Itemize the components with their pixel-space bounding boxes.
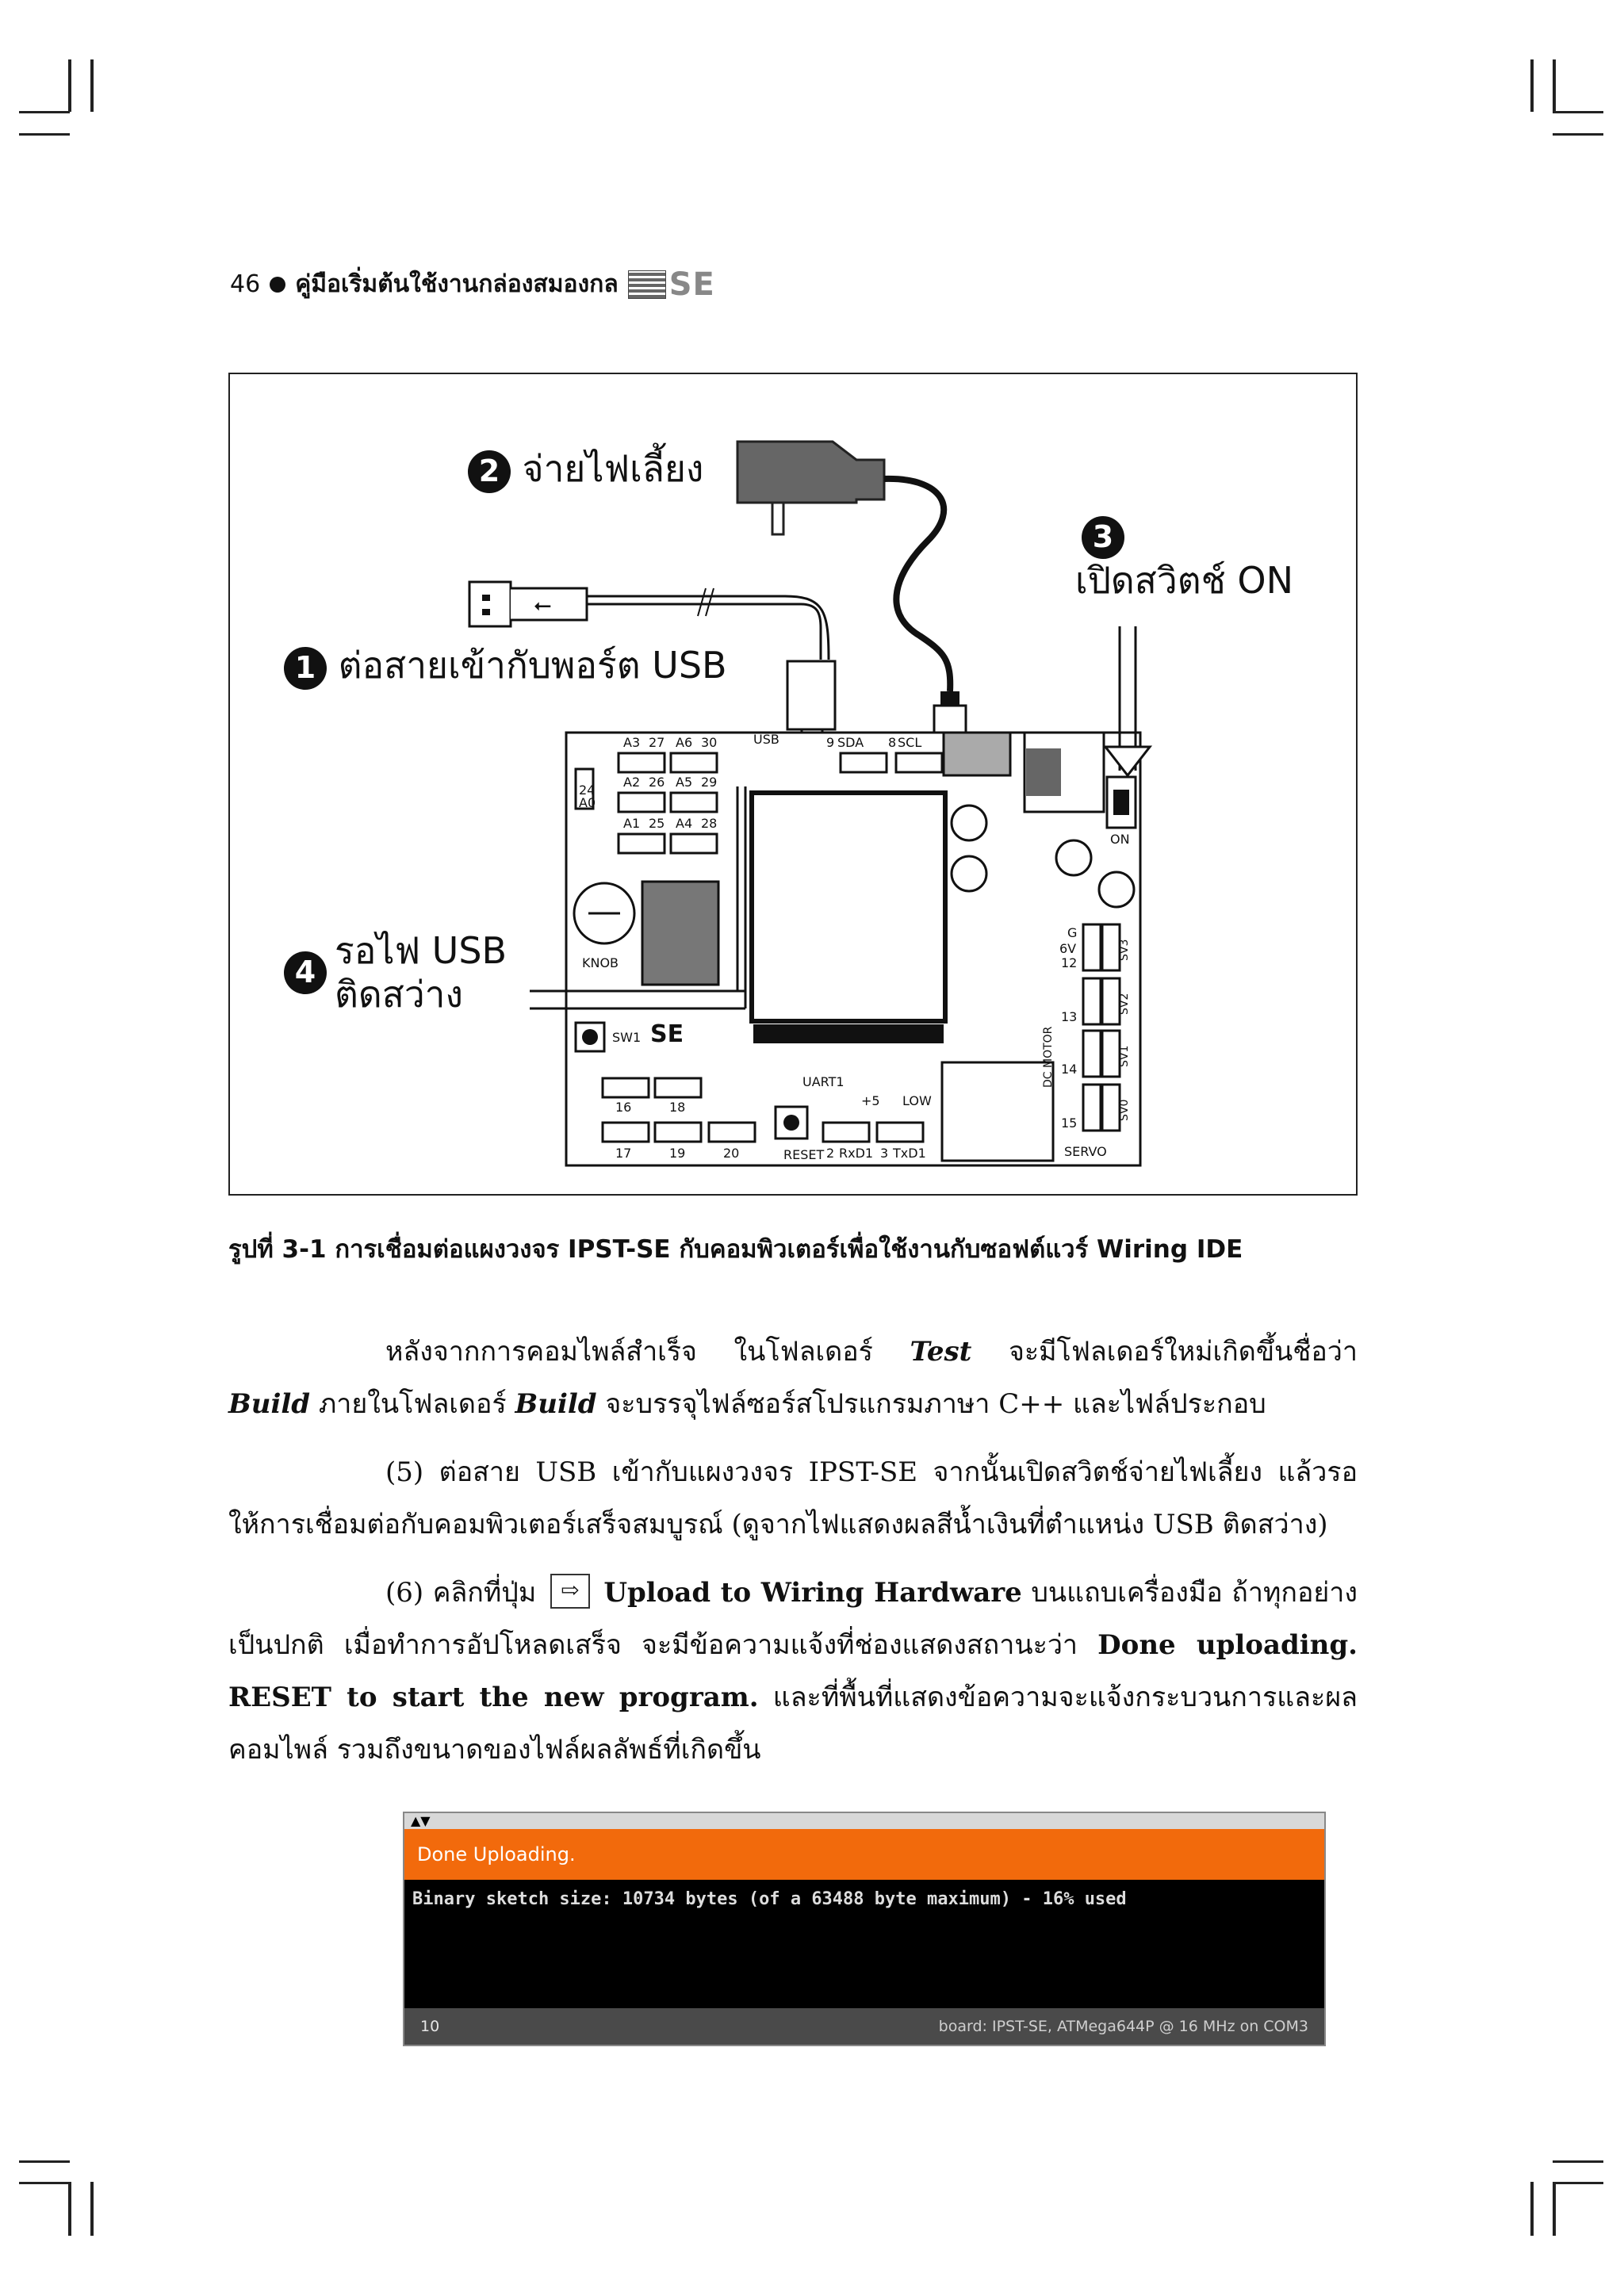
p3-upload-label: Upload to Wiring Hardware: [603, 1577, 1022, 1609]
callout-text-2: จ่ายไฟเลี้ยง: [522, 447, 704, 490]
crop-mark: [1553, 2182, 1556, 2236]
p3-done-msg: Done uploading. RESET to start the new program.: [228, 1629, 1358, 1713]
label-sw1: SW1: [612, 1030, 642, 1045]
board-info: board: IPST-SE, ATMega644P @ 16 MHz on COM3: [938, 2018, 1308, 2035]
power-adapter-icon: [737, 442, 884, 534]
p2-text: (5) ต่อสาย USB เข้ากับแผงวงจร IPST-SE จากนั้นเปิดสวิตช์จ่ายไฟเลี้ยง แล้วรอให้การเชื่อมต่อกับคอมพิวเตอร์เสร็จสมบูรณ์ (ดูจากไฟแสดงผลสีน้ำเงินที่ตำแหน่ง USB ติดสว่าง): [228, 1456, 1358, 1540]
crop-mark: [1553, 2182, 1603, 2184]
collapse-arrows-icon[interactable]: ▲▼: [411, 1813, 431, 1828]
crop-mark: [19, 2160, 70, 2163]
label-6v: 6V: [1059, 941, 1077, 956]
crop-mark: [1530, 59, 1534, 112]
label-pin-8: 8: [888, 735, 897, 750]
dc-motor-block: [942, 1062, 1053, 1161]
p3-text-b: บนแถบเครื่องมือ ถ้าทุกอย่างเป็นปกติ เมื่อทำการอัปโหลดเสร็จ จะมีข้อความแจ้งที่ช่องแสดงสถานะว่า: [228, 1577, 1358, 1661]
label-pin-13: 13: [1061, 1009, 1078, 1024]
callout-usb-light: [284, 929, 507, 1016]
callout-text-4b: ติดสว่าง: [335, 973, 463, 1016]
label-uart1: UART1: [802, 1074, 845, 1089]
label-a1: A1: [623, 816, 641, 831]
p1-text-d: จะบรรจุไฟล์ซอร์สโปรแกรมภาษา C++ และไฟล์ประกอบ: [596, 1388, 1266, 1420]
label-a5: A5: [676, 775, 693, 790]
svg-text:⭠: ⭠: [534, 591, 552, 618]
console-footer: [404, 2008, 1324, 2045]
figure-caption: รูปที่ 3-1 การเชื่อมต่อแผงวงจร IPST-SE กับคอมพิวเตอร์เพื่อใช้งานกับซอฟต์แวร์ Wiring IDE: [228, 1235, 1243, 1264]
ipst-logo: [628, 266, 715, 303]
p1-text-c: ภายในโฟลเดอร์: [310, 1388, 515, 1420]
label-pin-16: 16: [615, 1100, 632, 1115]
label-usb: USB: [753, 732, 779, 747]
label-pin-15: 15: [1061, 1115, 1078, 1131]
label-pin-25: 25: [649, 816, 665, 831]
console-status-bar: Done Uploading.: [404, 1829, 1324, 1880]
label-plus5: +5: [861, 1093, 880, 1108]
label-sv2: SV2: [1118, 993, 1131, 1015]
label-pin-30: 30: [701, 735, 718, 750]
label-sv3: SV3: [1118, 939, 1131, 961]
label-g: G: [1067, 925, 1078, 940]
label-pin-28: 28: [701, 816, 718, 831]
ide-console-screenshot: [403, 1812, 1326, 2046]
label-pin-14: 14: [1061, 1062, 1078, 1077]
crop-mark: [68, 2182, 71, 2236]
callout-switch-on: [1075, 513, 1293, 603]
crop-mark: [90, 59, 94, 112]
label-pin-27: 27: [649, 735, 665, 750]
label-reset: RESET: [783, 1147, 825, 1162]
console-divider[interactable]: [404, 1813, 1324, 1829]
callout-badge-4: 4: [284, 951, 327, 994]
crop-mark: [19, 133, 70, 136]
label-pin-20: 20: [723, 1146, 740, 1161]
label-on: ON: [1110, 832, 1130, 847]
p1-build2: Build: [515, 1388, 597, 1420]
crop-mark: [19, 2182, 70, 2184]
paragraph-step-6: [228, 1567, 1358, 1776]
label-knob: KNOB: [582, 955, 619, 970]
p1-text-a: หลังจากการคอมไพล์สำเร็จ ในโฟลเดอร์: [385, 1336, 910, 1368]
label-servo: SERVO: [1064, 1144, 1107, 1159]
label-rxd1: RxD1: [839, 1146, 874, 1161]
callout-badge-2: 2: [468, 450, 511, 493]
crop-mark: [1530, 2182, 1534, 2236]
logo-se-text: SE: [668, 266, 715, 303]
running-header: [230, 266, 715, 303]
console-output-text: Binary sketch size: 10734 bytes (of a 63488 byte maximum) - 16% used: [412, 1889, 1127, 1909]
label-pin-29: 29: [701, 775, 718, 790]
chip: [642, 882, 718, 985]
crop-mark: [19, 111, 70, 113]
label-a6: A6: [676, 735, 693, 750]
label-a4: A4: [676, 816, 693, 831]
label-scl: SCL: [898, 735, 922, 750]
p1-test: Test: [910, 1336, 972, 1368]
label-pin-26: 26: [649, 775, 665, 790]
label-pin-3: 3: [880, 1146, 889, 1161]
callout-badge-3: 3: [1082, 516, 1124, 559]
p3-text-a: (6) คลิกที่ปุ่ม: [385, 1577, 546, 1609]
paragraph-step-5: [228, 1446, 1358, 1551]
board-diagram: [230, 374, 1356, 1194]
label-pin-18: 18: [669, 1100, 686, 1115]
label-txd1: TxD1: [893, 1146, 926, 1161]
crop-mark: [1553, 59, 1556, 112]
figure-board-connection: [228, 373, 1358, 1196]
label-low: LOW: [902, 1093, 932, 1108]
label-pin-19: 19: [669, 1146, 686, 1161]
label-sv1: SV1: [1118, 1045, 1131, 1067]
crop-mark: [1553, 133, 1603, 136]
label-a2: A2: [623, 775, 641, 790]
power-cable: [884, 479, 950, 691]
usb-plug-icon: [469, 582, 587, 626]
page-number: 46: [230, 270, 261, 298]
book-title: คู่มือเริ่มต้นใช้งานกล่องสมองกล: [295, 270, 619, 298]
callout-power-supply: [468, 447, 703, 493]
paragraph-build-folder: [228, 1326, 1358, 1430]
callout-text-3: เปิดสวิตช์ ON: [1075, 558, 1294, 602]
label-pin-9: 9: [826, 735, 835, 750]
microbox-logo-icon: [628, 270, 666, 299]
p1-text-b: จะมีโฟลเดอร์ใหม่เกิดขึ้นชื่อว่า: [971, 1336, 1358, 1368]
label-sv0: SV0: [1118, 1099, 1131, 1121]
crop-mark: [1553, 2160, 1603, 2163]
line-number: 10: [420, 2018, 440, 2035]
label-sda: SDA: [837, 735, 864, 750]
label-a3: A3: [623, 735, 641, 750]
usb-mini-plug: [787, 661, 835, 729]
p1-build: Build: [228, 1388, 311, 1420]
p3-text-c: และที่พื้นที่แสดงข้อความจะแจ้งกระบวนการและผลคอมไพล์ รวมถึงขนาดของไฟล์ผลลัพธ์ที่เกิดขึ้น: [228, 1682, 1358, 1766]
lcd-screen: [752, 793, 945, 1021]
callout-usb-connect: [284, 644, 727, 690]
label-a0: A0: [579, 795, 596, 810]
upload-icon: ⇨: [550, 1574, 590, 1609]
label-pin-12: 12: [1061, 955, 1078, 970]
crop-mark: [1553, 111, 1603, 113]
label-pin-17: 17: [615, 1146, 632, 1161]
label-se: SE: [650, 1020, 684, 1048]
callout-text-1: ต่อสายเข้ากับพอร์ต USB: [338, 644, 727, 687]
callout-text-4a: รอไฟ USB: [335, 929, 508, 972]
crop-mark: [68, 59, 71, 112]
callout-badge-1: 1: [284, 647, 327, 690]
label-dc-motor: DC MOTOR: [1042, 1026, 1055, 1088]
label-pin-24: 24: [579, 783, 596, 798]
label-pin-2: 2: [826, 1146, 835, 1161]
crop-mark: [90, 2182, 94, 2236]
bullet-dot: [270, 277, 285, 293]
